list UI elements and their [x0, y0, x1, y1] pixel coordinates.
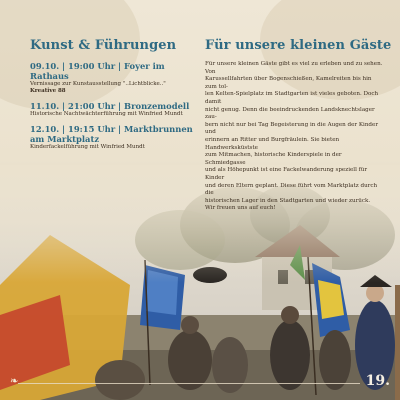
paragraph-line: len Kelten-Spielplatz im Stadtgarten ist vieles geboten. Doch damit — [205, 91, 379, 105]
section-heading-kunst: Kunst & Führungen — [30, 38, 177, 53]
kids-paragraph — [205, 61, 383, 213]
kids-column — [205, 38, 392, 213]
paragraph-line: Karussellfahrten über Bogenschießen, Kamelreiten bis hin zum tol- — [205, 76, 372, 90]
event-date: 09.10. | 19:00 Uhr | Foyer im Rathaus — [30, 61, 165, 81]
event-entry — [30, 101, 195, 118]
event-description: Historische Nachtwächterführung mit Winfried Mundt — [30, 111, 183, 117]
page-number: 19. — [365, 373, 390, 389]
paragraph-line: und deren Eltern geplant. Diese führt vom Marktplatz durch die — [205, 182, 378, 197]
paragraph-line: zum Mitmachen, historische Kinderspiele in der Schmiedgasse — [205, 152, 342, 166]
ornament-icon: ❧ — [10, 376, 19, 387]
paragraph-line: Wir freuen uns auf euch! — [205, 205, 276, 212]
paragraph-line: bern nicht nur bei Tag Begeisterung in die Augen der Kinder und — [205, 121, 378, 136]
section-heading-kids: Für unsere kleinen Gäste — [205, 38, 392, 53]
paragraph-line: historischen Lager in den Stadtgarten und wieder zurück. — [205, 197, 371, 204]
events-column — [30, 38, 195, 157]
event-description: Kinderfackelführung mit Winfried Mundt — [30, 144, 145, 150]
event-date: 12.10. | 19:15 Uhr | Marktbrunnen am Marktplatz — [30, 124, 193, 144]
event-entry — [30, 61, 195, 95]
paragraph-line: nicht genug. Denn die beeindruckenden Landsknechtslager zau- — [205, 106, 375, 121]
paragraph-line: erinnern an Ritter und Burgfräulein. Sie bieten Handwerksküstste — [205, 136, 340, 151]
paragraph-line: und als Höhepunkt ist eine Fackelwanderung speziell für Kinder — [205, 167, 367, 181]
event-description: Vernissage zur Kunstausstellung "..Lichtblicke.." — [30, 81, 166, 87]
event-entry — [30, 124, 195, 151]
event-artist: Kreative 88 — [30, 88, 66, 94]
bottom-divider — [18, 383, 360, 384]
paragraph-line: Für unsere kleinen Gäste gibt es viel zu erleben und zu sehen. Von — [205, 61, 383, 75]
event-date: 11.10. | 21:00 Uhr | Bronzemodell — [30, 101, 190, 111]
